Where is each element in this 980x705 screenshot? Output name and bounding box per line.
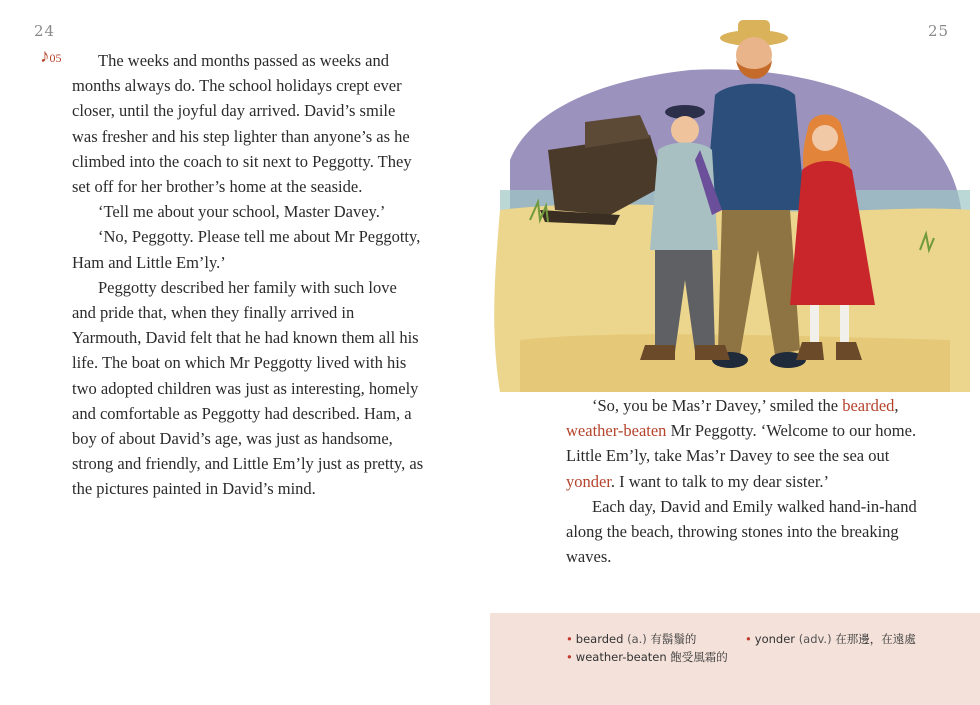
paragraph: The weeks and months passed as weeks and months always do. The school holidays crept ever closer, until the joyful day arrived. David’s smile was fresher and his step lighter than anyone’s as he climbed into the coach to sit next to Peggotty. They set off for her brother’s home at the seaside. [72, 51, 412, 197]
page-number-left: 24 [34, 22, 56, 40]
vocab-word-yonder[interactable]: yonder [566, 471, 611, 491]
glossary-entry: • weather-beaten 飽受風霜的 [566, 650, 728, 664]
page-number-right: 25 [928, 22, 950, 40]
illustration-peggotty-family [490, 10, 980, 392]
bullet-icon: • [745, 632, 752, 646]
paragraph: ‘No, Peggotty. Please tell me about Mr Peggotty, Ham and Little Em’ly.’ [72, 227, 421, 272]
glossary-entry: • bearded (a.) 有鬍鬚的 [566, 632, 697, 646]
glossary-box [490, 613, 980, 705]
paragraph: ‘Tell me about your school, Master Davey.’ [98, 202, 386, 222]
bullet-icon: • [566, 650, 573, 664]
left-page-text [72, 48, 424, 502]
paragraph: ‘So, you be Mas’r Davey,’ smiled the bearded, weather-beaten Mr Peggotty. ‘Welcome to our home. Little Em’ly, take Mas’r Davey to see the sea out yonder. I want to talk to my dear sister.’ [566, 396, 917, 491]
vocab-word-weather-beaten[interactable]: weather-beaten [566, 421, 667, 441]
vocab-word-bearded[interactable]: bearded [842, 396, 895, 415]
right-page-text [566, 393, 932, 569]
glossary-entry: • yonder (adv.) 在那邊，在遠處 [745, 632, 916, 646]
audio-track-number: 05 [49, 51, 62, 65]
audio-track-marker[interactable] [40, 46, 62, 67]
paragraph: Peggotty described her family with such love and pride that, when they finally arrived in Yarmouth, David felt that he had known them all his life. The boat on which Mr Peggotty lived with his two adopted children was just as interesting, homely and comfortable as Peggotty had described. Ham, a boy of about David’s age, was just as handsome, strong and friendly, and Little Em’ly just as pretty, as the pictures painted in David’s mind. [72, 277, 424, 499]
music-note-icon: ♪ [40, 46, 50, 67]
paragraph: Each day, David and Emily walked hand-in-hand along the beach, throwing stones into the breaking waves. [566, 496, 917, 567]
bullet-icon: • [566, 632, 573, 646]
